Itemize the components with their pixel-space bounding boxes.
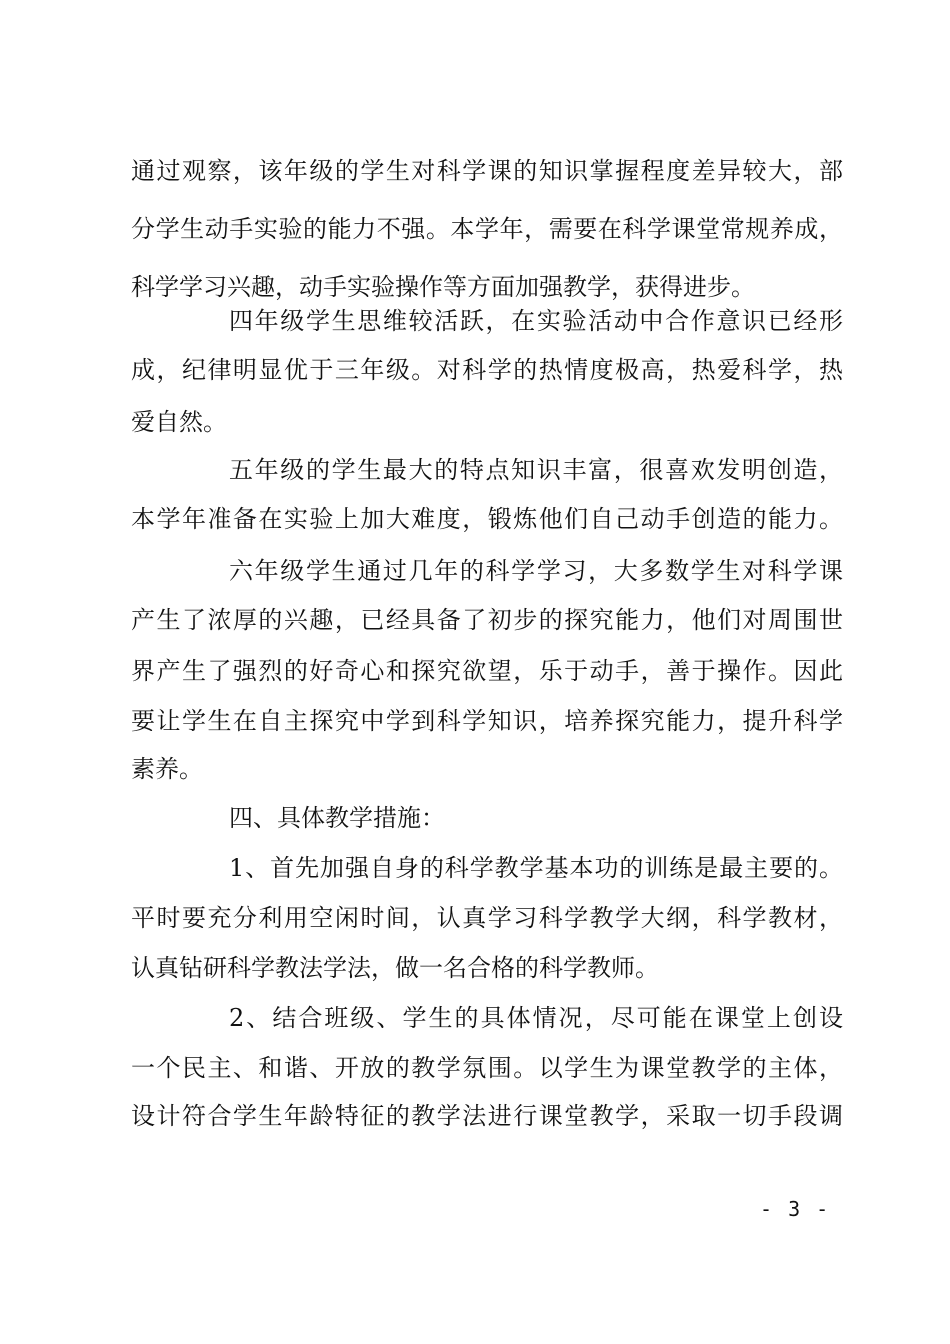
page-number: - 3 - [760, 1197, 831, 1221]
text-line: 分学生动手实验的能力不强。本学年，需要在科学课堂常规养成， [131, 215, 843, 243]
text-line: 本学年准备在实验上加大难度，锻炼他们自己动手创造的能力。 [131, 505, 843, 533]
text-line: 2、结合班级、学生的具体情况，尽可能在课堂上创设 [229, 1004, 843, 1032]
text-line: 通过观察，该年级的学生对科学课的知识掌握程度差异较大，部 [131, 157, 843, 185]
text-line: 平时要充分利用空闲时间，认真学习科学教学大纲，科学教材， [131, 904, 843, 932]
text-line: 素养。 [131, 755, 203, 783]
text-line: 一个民主、和谐、开放的教学氛围。以学生为课堂教学的主体， [131, 1054, 843, 1082]
section-heading: 四、具体教学措施： [229, 804, 445, 832]
text-line: 设计符合学生年龄特征的教学法进行课堂教学，采取一切手段调 [131, 1102, 843, 1130]
text-line: 六年级学生通过几年的科学学习，大多数学生对科学课 [229, 557, 843, 585]
text-line: 1、首先加强自身的科学教学基本功的训练是最主要的。 [229, 854, 843, 882]
text-line: 爱自然。 [131, 408, 227, 436]
text-line: 产生了浓厚的兴趣，已经具备了初步的探究能力，他们对周围世 [131, 606, 843, 634]
text-line: 四年级学生思维较活跃，在实验活动中合作意识已经形 [229, 307, 843, 335]
text-line: 界产生了强烈的好奇心和探究欲望，乐于动手，善于操作。因此 [131, 657, 843, 685]
text-line: 认真钻研科学教法学法，做一名合格的科学教师。 [131, 954, 659, 982]
text-line: 成，纪律明显优于三年级。对科学的热情度极高，热爱科学，热 [131, 356, 843, 384]
text-line: 科学学习兴趣，动手实验操作等方面加强教学，获得进步。 [131, 273, 755, 301]
text-line: 要让学生在自主探究中学到科学知识，培养探究能力，提升科学 [131, 707, 843, 735]
text-line: 五年级的学生最大的特点知识丰富，很喜欢发明创造， [229, 456, 843, 484]
